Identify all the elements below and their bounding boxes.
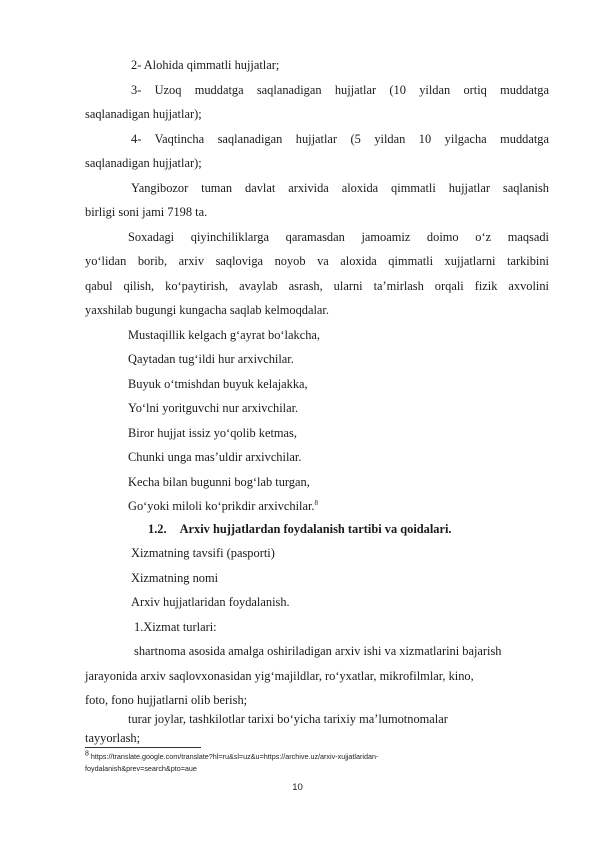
list-item-3-cont: saqlanadigan hujjatlar); <box>85 107 202 121</box>
paragraph-soxadagi-2: yo‘lidan borib, arxiv saqloviga noyob va aloxida qimmatli xujjatlarni tarkibini <box>85 254 549 268</box>
section-heading <box>148 522 452 537</box>
footnote-separator <box>85 747 201 748</box>
poem-line-7: Kecha bilan bugunni bog‘lab turgan, <box>128 475 310 489</box>
poem-line-8-text: Go‘yoki miloli ko‘prikdir arxivchilar. <box>128 499 315 513</box>
paragraph-yangibozor: Yangibozor tuman davlat arxivida aloxida qimmatli hujjatlar saqlanish <box>131 181 549 195</box>
service-types-item-1-end: foto, fono hujjatlarni olib berish; <box>85 693 248 707</box>
service-types-item-1: shartnoma asosida amalga oshiriladigan arxiv ishi va xizmatlarini bajarish <box>134 644 502 658</box>
service-name-value: Arxiv hujjatlaridan foydalanish. <box>131 595 290 609</box>
list-item-3: 3- Uzoq muddatga saqlanadigan hujjatlar (10 yildan ortiq muddatga <box>131 83 549 97</box>
footnote-url-line-1: https://translate.google.com/translate?hl=ru&sl=uz&u=https://archive.uz/arxiv-xujjatlaridan- <box>88 752 379 761</box>
poem-line-4: Yo‘lni yoritguvchi nur arxivchilar. <box>128 401 299 415</box>
footnote-ref: 8 <box>314 498 319 507</box>
list-item-2: 2- Alohida qimmatli hujjatlar; <box>131 58 280 72</box>
poem-line-6: Chunki unga mas’uldir arxivchilar. <box>128 450 302 464</box>
section-number: 1.2. <box>148 522 167 536</box>
service-types-heading: 1.Xizmat turlari: <box>134 620 217 634</box>
page-number: 10 <box>292 782 303 793</box>
footnote-marker: 8 <box>85 750 89 758</box>
paragraph-yangibozor-cont: birligi soni jami 7198 ta. <box>85 205 208 219</box>
service-types-item-2-cont: tayyorlash; <box>85 731 141 745</box>
service-name-label: Xizmatning nomi <box>131 571 219 585</box>
poem-line-2: Qaytadan tug‘ildi hur arxivchilar. <box>128 352 294 366</box>
paragraph-soxadagi-4: yaxshilab bugungi kungacha saqlab kelmoqdalar. <box>85 303 329 317</box>
service-passport: Xizmatning tavsifi (pasporti) <box>131 546 275 560</box>
list-item-4-cont: saqlanadigan hujjatlar); <box>85 156 202 170</box>
list-item-4: 4- Vaqtincha saqlanadigan hujjatlar (5 yildan 10 yilgacha muddatga <box>131 132 549 146</box>
service-types-item-2: turar joylar, tashkilotlar tarixi bo‘yicha tarixiy ma’lumotnomalar <box>128 712 448 726</box>
paragraph-soxadagi-1: Soxadagi qiyinchiliklarga qaramasdan jamoamiz doimo o‘z maqsadi <box>128 230 549 244</box>
footnote <box>85 751 378 762</box>
poem-line-1: Mustaqillik kelgach g‘ayrat bo‘lakcha, <box>128 328 320 342</box>
service-types-item-1-cont: jarayonida arxiv saqlovxonasidan yig‘majildlar, ro‘yxatlar, mikrofilmlar, kino, <box>85 669 474 683</box>
poem-line-8 <box>128 499 318 514</box>
footnote-url-line-2: foydalanish&prev=search&pto=aue <box>85 764 197 773</box>
poem-line-3: Buyuk o‘tmishdan buyuk kelajakka, <box>128 377 308 391</box>
poem-line-5: Biror hujjat issiz yo‘qolib ketmas, <box>128 426 297 440</box>
paragraph-soxadagi-3: qabul qilish, ko‘paytirish, avaylab asrash, ularni ta’mirlash orqali fizik axvolini <box>85 279 549 293</box>
section-title: Arxiv hujjatlardan foydalanish tartibi va qoidalari. <box>179 522 452 536</box>
